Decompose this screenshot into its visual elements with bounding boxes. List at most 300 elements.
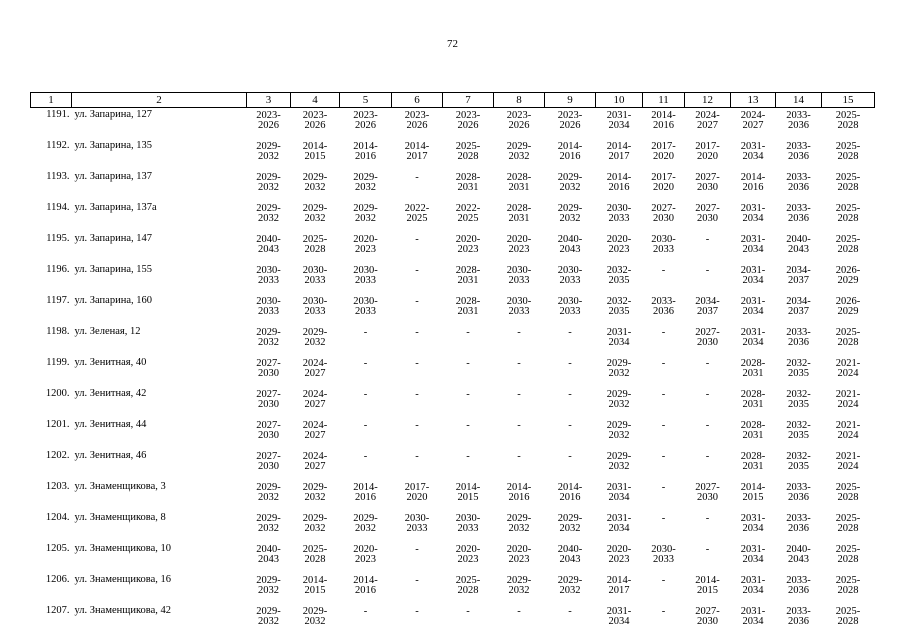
- table-row: [31, 232, 875, 263]
- period-cell: [596, 387, 643, 418]
- period-value: 2040- 2043: [256, 544, 281, 565]
- period-cell: [494, 480, 545, 511]
- period-value: 2033- 2036: [651, 296, 676, 317]
- period-cell: [822, 170, 875, 201]
- row-address: ул. Зеленая, 12: [74, 326, 141, 337]
- period-cell: [340, 480, 392, 511]
- row-address: ул. Знаменщикова, 10: [74, 543, 171, 554]
- period-cell: [685, 418, 731, 449]
- period-cell: [731, 573, 776, 604]
- period-value: -: [568, 327, 572, 338]
- period-value: 2029- 2032: [256, 327, 281, 348]
- period-value: 2024- 2027: [302, 389, 328, 410]
- period-value: 2028- 2031: [506, 172, 532, 193]
- period-cell: [247, 449, 291, 480]
- period-value: 2025- 2028: [455, 141, 481, 162]
- period-cell: [247, 294, 291, 325]
- period-value: -: [415, 327, 419, 338]
- period-cell: [596, 108, 643, 140]
- period-value: -: [415, 265, 419, 276]
- period-cell: [392, 387, 443, 418]
- row-number: 1197.: [46, 295, 70, 306]
- period-value: -: [705, 234, 710, 245]
- period-value: 2029- 2032: [506, 513, 532, 534]
- period-cell: [822, 480, 875, 511]
- column-header-8: 8: [494, 93, 545, 108]
- period-cell: [392, 170, 443, 201]
- period-cell: [596, 325, 643, 356]
- period-value: -: [661, 575, 666, 586]
- period-value: 2029- 2032: [302, 606, 328, 627]
- period-cell: [731, 294, 776, 325]
- table-row: [31, 418, 875, 449]
- period-value: 2020- 2023: [353, 234, 378, 255]
- period-value: 2031- 2034: [606, 110, 632, 131]
- period-value: 2031- 2034: [740, 327, 766, 348]
- period-value: 2025- 2028: [302, 234, 328, 255]
- period-value: 2031- 2034: [740, 234, 766, 255]
- period-value: -: [466, 327, 470, 338]
- period-cell: [776, 604, 822, 635]
- period-cell: [545, 418, 596, 449]
- period-value: -: [517, 420, 521, 431]
- period-cell: [776, 387, 822, 418]
- period-cell: [291, 387, 340, 418]
- period-cell: [596, 511, 643, 542]
- period-value: 2031- 2034: [606, 327, 632, 348]
- period-cell: [291, 294, 340, 325]
- period-cell: [392, 542, 443, 573]
- period-value: 2025- 2028: [302, 544, 328, 565]
- period-value: 2032- 2035: [786, 358, 811, 379]
- period-cell: [443, 325, 494, 356]
- period-cell: [596, 201, 643, 232]
- row-number: 1207.: [45, 605, 70, 616]
- period-value: -: [363, 389, 368, 400]
- period-cell: [685, 542, 731, 573]
- period-cell: [291, 511, 340, 542]
- column-header-3: 3: [247, 93, 291, 108]
- table-row: [31, 604, 875, 635]
- period-value: 2029- 2032: [606, 451, 632, 472]
- period-value: -: [517, 606, 521, 617]
- period-value: -: [466, 451, 470, 462]
- period-value: 2029- 2032: [506, 575, 532, 596]
- period-value: 2026- 2029: [835, 265, 861, 286]
- period-cell: [340, 387, 392, 418]
- period-cell: [776, 170, 822, 201]
- period-value: 2029- 2032: [557, 575, 583, 596]
- period-value: -: [415, 451, 419, 462]
- period-value: 2029- 2032: [256, 141, 281, 162]
- period-value: 2030- 2033: [557, 265, 583, 286]
- period-cell: [776, 573, 822, 604]
- period-cell: [494, 573, 545, 604]
- period-value: 2020- 2023: [455, 544, 481, 565]
- period-value: 2014- 2015: [740, 482, 766, 503]
- period-cell: [685, 201, 731, 232]
- period-value: 2032- 2035: [606, 265, 632, 286]
- period-cell: [494, 170, 545, 201]
- period-cell: [494, 294, 545, 325]
- period-cell: [291, 604, 340, 635]
- period-value: 2032- 2035: [786, 389, 811, 410]
- period-value: -: [661, 327, 666, 338]
- period-cell: [340, 170, 392, 201]
- period-value: -: [415, 358, 419, 369]
- period-cell: [776, 108, 822, 140]
- period-cell: [545, 170, 596, 201]
- period-cell: [247, 511, 291, 542]
- period-cell: [443, 139, 494, 170]
- period-cell: [545, 480, 596, 511]
- row-number: 1191.: [46, 109, 70, 120]
- period-cell: [247, 232, 291, 263]
- period-value: 2014- 2016: [353, 482, 378, 503]
- row-address: ул. Запарина, 155: [74, 264, 152, 275]
- period-value: 2040- 2043: [557, 234, 583, 255]
- period-value: 2029- 2032: [557, 172, 583, 193]
- period-value: 2029- 2032: [606, 389, 632, 410]
- period-value: 2030- 2033: [353, 296, 378, 317]
- period-value: -: [661, 265, 666, 276]
- table-row: [31, 480, 875, 511]
- period-value: 2029- 2032: [256, 172, 281, 193]
- period-value: 2025- 2028: [835, 234, 861, 255]
- period-value: 2029- 2032: [353, 203, 378, 224]
- period-cell: [291, 418, 340, 449]
- period-cell: [291, 232, 340, 263]
- period-cell: [776, 511, 822, 542]
- period-value: -: [363, 327, 368, 338]
- period-value: 2014- 2016: [353, 575, 378, 596]
- period-value: 2014- 2017: [404, 141, 430, 162]
- period-cell: [443, 604, 494, 635]
- period-value: 2029- 2032: [302, 203, 328, 224]
- period-cell: [340, 573, 392, 604]
- period-value: 2030- 2033: [404, 513, 430, 534]
- period-value: 2029- 2032: [302, 327, 328, 348]
- period-cell: [822, 108, 875, 140]
- period-value: 2030- 2033: [256, 265, 281, 286]
- period-cell: [776, 449, 822, 480]
- schedule-table: [30, 92, 875, 635]
- period-cell: [392, 263, 443, 294]
- table-row: [31, 387, 875, 418]
- period-value: 2028- 2031: [740, 420, 766, 441]
- period-value: 2028- 2031: [740, 358, 766, 379]
- column-header-10: 10: [596, 93, 643, 108]
- period-value: 2027- 2030: [256, 451, 281, 472]
- period-value: -: [568, 358, 572, 369]
- row-number: 1205.: [45, 543, 70, 554]
- row-address: ул. Зенитная, 44: [74, 419, 147, 430]
- period-value: 2017- 2020: [404, 482, 430, 503]
- period-cell: [822, 604, 875, 635]
- period-cell: [392, 232, 443, 263]
- period-value: 2032- 2035: [606, 296, 632, 317]
- period-value: 2027- 2030: [256, 420, 281, 441]
- period-cell: [685, 263, 731, 294]
- period-value: -: [415, 234, 419, 245]
- period-cell: [731, 232, 776, 263]
- period-value: 2034- 2037: [695, 296, 720, 317]
- period-cell: [776, 294, 822, 325]
- period-cell: [776, 263, 822, 294]
- period-value: 2027- 2030: [256, 389, 281, 410]
- period-cell: [776, 201, 822, 232]
- period-value: 2014- 2015: [302, 141, 328, 162]
- period-cell: [443, 294, 494, 325]
- period-value: 2020- 2023: [606, 544, 632, 565]
- period-cell: [443, 573, 494, 604]
- row-address: ул. Запарина, 147: [74, 233, 152, 244]
- row-address: ул. Знаменщикова, 16: [74, 574, 171, 585]
- period-cell: [392, 449, 443, 480]
- period-value: 2029- 2032: [256, 606, 281, 627]
- period-cell: [596, 294, 643, 325]
- period-cell: [822, 356, 875, 387]
- period-value: 2020- 2023: [606, 234, 632, 255]
- period-cell: [643, 418, 685, 449]
- period-value: -: [466, 358, 470, 369]
- period-cell: [291, 356, 340, 387]
- period-value: 2032- 2035: [786, 451, 811, 472]
- row-address: ул. Запарина, 135: [74, 140, 152, 151]
- period-value: 2020- 2023: [455, 234, 481, 255]
- period-cell: [685, 480, 731, 511]
- period-value: 2028- 2031: [506, 203, 532, 224]
- period-cell: [685, 449, 731, 480]
- row-number: 1196.: [46, 264, 70, 275]
- period-value: 2014- 2015: [695, 575, 720, 596]
- period-cell: [731, 170, 776, 201]
- period-value: 2031- 2034: [740, 575, 766, 596]
- period-value: 2014- 2016: [606, 172, 632, 193]
- period-cell: [291, 263, 340, 294]
- period-cell: [291, 480, 340, 511]
- period-value: 2014- 2016: [353, 141, 378, 162]
- period-value: -: [415, 296, 419, 307]
- period-cell: [731, 387, 776, 418]
- period-value: 2029- 2032: [353, 172, 378, 193]
- period-value: 2029- 2032: [557, 203, 583, 224]
- period-value: 2032- 2035: [786, 420, 811, 441]
- period-value: 2017- 2020: [651, 141, 676, 162]
- period-value: 2014- 2015: [455, 482, 481, 503]
- table-row: [31, 356, 875, 387]
- period-cell: [596, 480, 643, 511]
- period-value: -: [705, 358, 710, 369]
- period-value: 2014- 2016: [557, 141, 583, 162]
- period-value: 2025- 2028: [835, 172, 861, 193]
- period-value: 2028- 2031: [455, 296, 481, 317]
- period-value: 2040- 2043: [786, 234, 811, 255]
- period-value: 2027- 2030: [695, 203, 720, 224]
- period-cell: [443, 170, 494, 201]
- period-value: 2025- 2028: [835, 327, 861, 348]
- period-cell: [545, 232, 596, 263]
- period-cell: [685, 139, 731, 170]
- period-value: -: [661, 606, 666, 617]
- period-cell: [596, 356, 643, 387]
- row-number: 1202.: [45, 450, 70, 461]
- row-address: ул. Знаменщикова, 3: [74, 481, 166, 492]
- period-value: 2033- 2036: [786, 141, 811, 162]
- period-cell: [731, 604, 776, 635]
- period-cell: [247, 108, 291, 140]
- period-value: 2014- 2016: [506, 482, 532, 503]
- period-cell: [494, 418, 545, 449]
- row-number: 1192.: [46, 140, 70, 151]
- period-cell: [545, 294, 596, 325]
- period-cell: [822, 511, 875, 542]
- row-number: 1201.: [45, 419, 70, 430]
- period-value: 2029- 2032: [256, 575, 281, 596]
- period-cell: [596, 139, 643, 170]
- period-value: 2031- 2034: [740, 203, 766, 224]
- period-value: 2024- 2027: [302, 451, 328, 472]
- table-row: [31, 201, 875, 232]
- row-number: 1194.: [46, 202, 70, 213]
- period-cell: [443, 542, 494, 573]
- column-header-6: 6: [392, 93, 443, 108]
- period-cell: [731, 449, 776, 480]
- period-value: 2028- 2031: [455, 265, 481, 286]
- period-value: 2025- 2028: [835, 606, 861, 627]
- period-cell: [776, 232, 822, 263]
- period-value: 2028- 2031: [740, 389, 766, 410]
- period-value: -: [705, 513, 710, 524]
- period-cell: [731, 542, 776, 573]
- period-value: -: [568, 420, 572, 431]
- period-cell: [643, 263, 685, 294]
- period-cell: [822, 263, 875, 294]
- period-cell: [731, 139, 776, 170]
- period-value: -: [363, 451, 368, 462]
- period-value: 2024- 2027: [740, 110, 766, 131]
- period-cell: [392, 294, 443, 325]
- column-header-4: 4: [291, 93, 340, 108]
- period-cell: [494, 232, 545, 263]
- period-value: 2030- 2033: [651, 544, 676, 565]
- period-cell: [494, 449, 545, 480]
- period-value: 2031- 2034: [740, 296, 766, 317]
- table-row: [31, 511, 875, 542]
- period-value: -: [705, 420, 710, 431]
- period-cell: [443, 480, 494, 511]
- period-cell: [822, 294, 875, 325]
- period-value: -: [363, 606, 368, 617]
- period-cell: [494, 139, 545, 170]
- period-cell: [545, 325, 596, 356]
- period-cell: [643, 542, 685, 573]
- page-number: 72: [447, 38, 458, 50]
- period-cell: [643, 480, 685, 511]
- period-cell: [443, 418, 494, 449]
- period-cell: [247, 356, 291, 387]
- row-number: 1200.: [45, 388, 70, 399]
- period-value: 2031- 2034: [740, 141, 766, 162]
- period-cell: [247, 139, 291, 170]
- period-cell: [392, 356, 443, 387]
- period-cell: [822, 139, 875, 170]
- period-cell: [291, 449, 340, 480]
- period-value: -: [517, 389, 521, 400]
- row-number: 1203.: [45, 481, 70, 492]
- period-cell: [340, 139, 392, 170]
- period-cell: [494, 325, 545, 356]
- period-cell: [545, 139, 596, 170]
- table-row: [31, 325, 875, 356]
- period-cell: [340, 511, 392, 542]
- period-cell: [494, 356, 545, 387]
- period-cell: [643, 294, 685, 325]
- period-cell: [643, 170, 685, 201]
- period-cell: [392, 480, 443, 511]
- period-cell: [340, 263, 392, 294]
- period-value: -: [466, 420, 470, 431]
- period-value: 2014- 2017: [606, 141, 632, 162]
- period-value: 2020- 2023: [353, 544, 378, 565]
- period-cell: [545, 387, 596, 418]
- period-value: 2020- 2023: [506, 234, 532, 255]
- period-cell: [545, 604, 596, 635]
- period-cell: [340, 108, 392, 140]
- period-cell: [643, 232, 685, 263]
- period-cell: [545, 356, 596, 387]
- period-value: 2029- 2032: [302, 513, 328, 534]
- period-value: 2014- 2015: [302, 575, 328, 596]
- period-cell: [822, 232, 875, 263]
- period-value: 2033- 2036: [786, 575, 811, 596]
- period-cell: [685, 325, 731, 356]
- period-cell: [731, 325, 776, 356]
- period-cell: [443, 201, 494, 232]
- period-cell: [443, 108, 494, 140]
- period-value: 2025- 2028: [835, 482, 861, 503]
- period-value: 2031- 2034: [606, 513, 632, 534]
- period-value: 2025- 2028: [835, 141, 861, 162]
- table-row: [31, 573, 875, 604]
- period-cell: [643, 604, 685, 635]
- period-cell: [822, 418, 875, 449]
- column-header-14: 14: [776, 93, 822, 108]
- row-number: 1204.: [45, 512, 70, 523]
- period-cell: [685, 170, 731, 201]
- period-cell: [247, 201, 291, 232]
- period-cell: [443, 511, 494, 542]
- period-cell: [494, 604, 545, 635]
- period-cell: [340, 201, 392, 232]
- period-value: 2027- 2030: [695, 606, 720, 627]
- period-cell: [776, 139, 822, 170]
- period-value: 2030- 2033: [353, 265, 378, 286]
- period-cell: [291, 201, 340, 232]
- period-value: 2023- 2026: [256, 110, 281, 131]
- period-value: 2033- 2036: [786, 482, 811, 503]
- period-value: 2033- 2036: [786, 513, 811, 534]
- period-value: 2030- 2033: [455, 513, 481, 534]
- period-cell: [822, 542, 875, 573]
- period-value: -: [661, 482, 666, 493]
- period-value: 2014- 2016: [740, 172, 766, 193]
- period-value: 2029- 2032: [256, 513, 281, 534]
- row-address: ул. Зенитная, 46: [74, 450, 147, 461]
- period-cell: [247, 480, 291, 511]
- period-value: 2027- 2030: [695, 172, 720, 193]
- period-cell: [247, 418, 291, 449]
